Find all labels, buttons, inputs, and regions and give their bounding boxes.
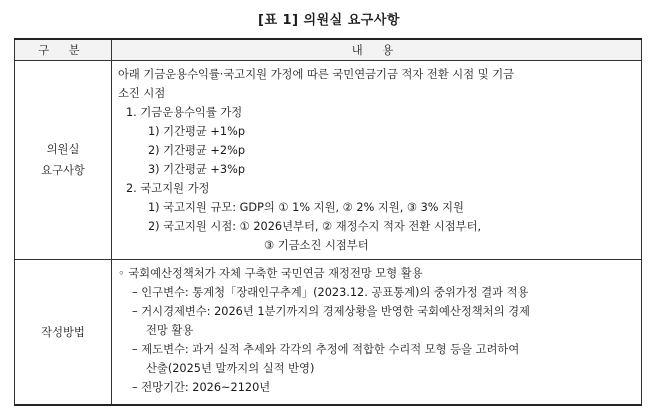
content-line: ◦ 국회예산정책처가 자체 구축한 국민연금 재정전망 모형 활용 — [118, 267, 423, 280]
row-label-line: 작성방법 — [41, 325, 85, 339]
content-line: 3) 기간평균 +3%p — [148, 163, 245, 176]
header-content: 내 용 — [112, 39, 642, 61]
content-line: – 전망기간: 2026~2120년 — [132, 381, 271, 394]
content-line: 1) 기간평균 +1%p — [148, 125, 245, 138]
content-line: 2) 국고지원 시점: ① 2026년부터, ② 재정수지 적자 전환 시점부터, — [148, 220, 482, 233]
header-category: 구 분 — [15, 39, 112, 61]
content-line: 1. 기금운용수익률 가정 — [126, 106, 243, 119]
table-row — [15, 61, 642, 260]
requirements-table — [14, 38, 642, 406]
row-label-line: 의원실 — [46, 143, 80, 156]
header-row — [15, 39, 642, 61]
content-line: 1) 국고지원 규모: GDP의 ① 1% 지원, ② 2% 지원, ③ 3% 지원 — [148, 201, 464, 214]
row-label-line: 요구사항 — [41, 164, 85, 177]
content-line: 소진 시점 — [118, 87, 166, 100]
content-line: 전망 활용 — [146, 324, 194, 337]
content-line: 산출(2025년 말까지의 실적 반영) — [146, 362, 315, 375]
content-line: – 제도변수: 과거 실적 추세와 각각의 추정에 적합한 수리적 모형 등을 고려하여 — [132, 343, 520, 356]
content-line: – 거시경제변수: 2026년 1분기까지의 경제상황을 반영한 국회예산정책처의 경제 — [132, 305, 530, 318]
table-row — [15, 260, 642, 406]
row-content — [112, 260, 642, 406]
content-line: 2) 기간평균 +2%p — [148, 144, 245, 157]
row-label — [15, 260, 112, 406]
content-line: – 인구변수: 통계청「장래인구추계」(2023.12. 공표통계)의 중위가정 결과 적용 — [132, 286, 529, 299]
row-content — [112, 61, 642, 260]
content-line: ③ 기금소진 시점부터 — [264, 239, 369, 252]
content-line: 아래 기금운용수익률·국고지원 가정에 따른 국민연금기금 적자 전환 시점 및 기금 — [118, 68, 515, 81]
row-label — [15, 61, 112, 260]
table-title: [표 1] 의원실 요구사항 — [258, 13, 400, 28]
content-line: 2. 국고지원 가정 — [126, 182, 210, 195]
